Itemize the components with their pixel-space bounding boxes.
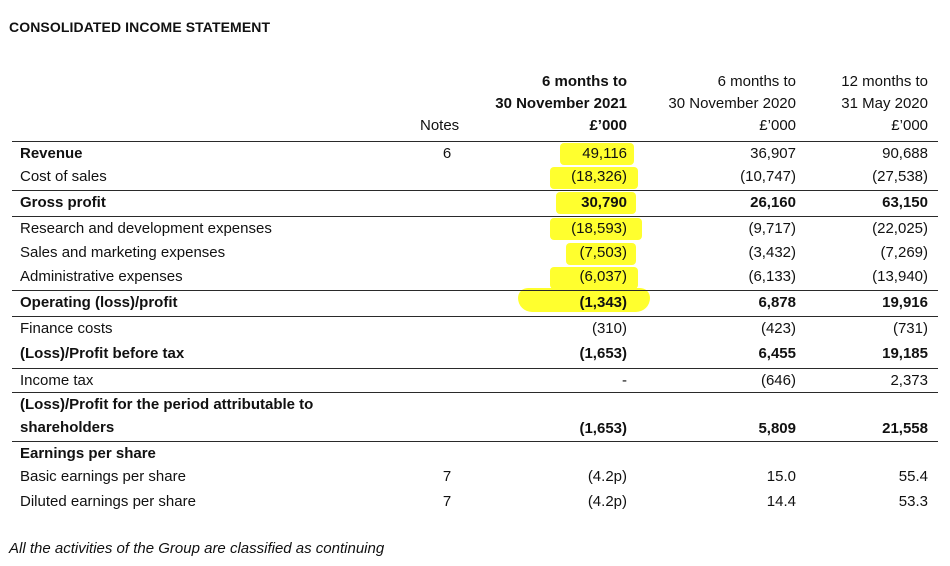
value-2020: (646): [760, 372, 796, 389]
value-may-2020: (731): [892, 320, 928, 337]
value-may-2020: 21,558: [882, 420, 928, 437]
value-2020: 26,160: [750, 194, 796, 211]
value-2020: 15.0: [766, 468, 796, 485]
col3-header: [841, 71, 928, 137]
row-sales-marketing: [12, 241, 938, 265]
value-2020: (6,133): [748, 268, 796, 285]
row-gross-profit: [12, 190, 938, 215]
row-label: Administrative expenses: [20, 268, 183, 285]
col3-header-line2: 31 May 2020: [841, 95, 928, 112]
row-label: Operating (loss)/profit: [20, 294, 178, 311]
row-label: Diluted earnings per share: [20, 493, 196, 510]
row-label: Earnings per share: [20, 445, 156, 462]
row-notes: 6: [442, 145, 452, 162]
row-basic-eps: [12, 465, 938, 489]
value-2021: (1,653): [579, 345, 627, 362]
col1-header-line3: £’000: [589, 117, 627, 134]
row-label: Sales and marketing expenses: [20, 244, 226, 261]
value-2021: (310): [591, 320, 627, 337]
row-income-tax: [12, 368, 938, 393]
row-notes: 7: [442, 468, 452, 485]
value-may-2020: 53.3: [898, 493, 928, 510]
col2-header: [668, 71, 796, 137]
row-label: Income tax: [20, 372, 94, 389]
col2-header-line3: £’000: [759, 117, 796, 134]
value-2021: (18,326): [571, 168, 627, 185]
value-may-2020: 2,373: [890, 372, 928, 389]
row-label: Finance costs: [20, 320, 113, 337]
col1-header-line2: 30 November 2021: [495, 95, 627, 112]
col3-header-line3: £’000: [891, 117, 928, 134]
row-revenue: [12, 141, 938, 166]
value-2020: (10,747): [740, 168, 796, 185]
value-2020: 5,809: [758, 420, 796, 437]
row-notes: 7: [442, 493, 452, 510]
value-2020: 6,455: [758, 345, 796, 362]
row-profit-for-period: [12, 392, 938, 441]
value-2020: (423): [760, 320, 796, 337]
value-2021: -: [622, 372, 627, 389]
col1-header: [495, 71, 627, 137]
row-label: Revenue: [20, 145, 83, 162]
value-may-2020: (7,269): [880, 244, 928, 261]
value-2020: (3,432): [748, 244, 796, 261]
row-label-line2: shareholders: [20, 419, 115, 436]
value-2021: (4.2p): [587, 493, 627, 510]
value-may-2020: (22,025): [872, 220, 928, 237]
row-label: Research and development expenses: [20, 220, 272, 237]
value-2021: 49,116: [582, 145, 627, 162]
col2-header-line2: 30 November 2020: [668, 95, 796, 112]
value-2020: 6,878: [758, 294, 796, 311]
value-2021: (6,037): [579, 268, 627, 285]
row-label: [20, 393, 313, 439]
row-finance-costs: [12, 316, 938, 341]
value-2021: (1,343): [579, 294, 627, 311]
col2-header-line1: 6 months to: [717, 73, 796, 90]
footer-note: All the activities of the Group are classified as continuing: [9, 540, 385, 557]
value-2021: (4.2p): [587, 468, 627, 485]
row-admin-expenses: [12, 265, 938, 289]
value-may-2020: 19,916: [882, 294, 928, 311]
statement-title: CONSOLIDATED INCOME STATEMENT: [9, 19, 271, 35]
value-may-2020: 90,688: [882, 145, 928, 162]
row-cost-of-sales: [12, 165, 938, 189]
row-profit-before-tax: [12, 342, 938, 366]
value-may-2020: 19,185: [882, 345, 928, 362]
row-operating-profit: [12, 290, 938, 315]
value-may-2020: (13,940): [872, 268, 928, 285]
row-label: Gross profit: [20, 194, 106, 211]
value-2020: 36,907: [750, 145, 796, 162]
row-label: Basic earnings per share: [20, 468, 186, 485]
col1-header-line1: 6 months to: [542, 73, 627, 90]
row-rnd-expenses: [12, 216, 938, 241]
row-diluted-eps: [12, 490, 938, 514]
value-2021: 30,790: [581, 194, 627, 211]
value-2021: (18,593): [571, 220, 627, 237]
row-label: (Loss)/Profit before tax: [20, 345, 185, 362]
notes-header: Notes: [420, 117, 460, 134]
value-may-2020: (27,538): [872, 168, 928, 185]
value-2021: (1,653): [579, 420, 627, 437]
value-2020: (9,717): [748, 220, 796, 237]
col3-header-line1: 12 months to: [841, 73, 928, 90]
row-eps-heading: [12, 441, 938, 466]
value-2020: 14.4: [766, 493, 796, 510]
value-may-2020: 55.4: [898, 468, 928, 485]
row-label-line1: (Loss)/Profit for the period attributable to: [20, 396, 314, 413]
row-label: Cost of sales: [20, 168, 107, 185]
value-may-2020: 63,150: [882, 194, 928, 211]
value-2021: (7,503): [579, 244, 627, 261]
